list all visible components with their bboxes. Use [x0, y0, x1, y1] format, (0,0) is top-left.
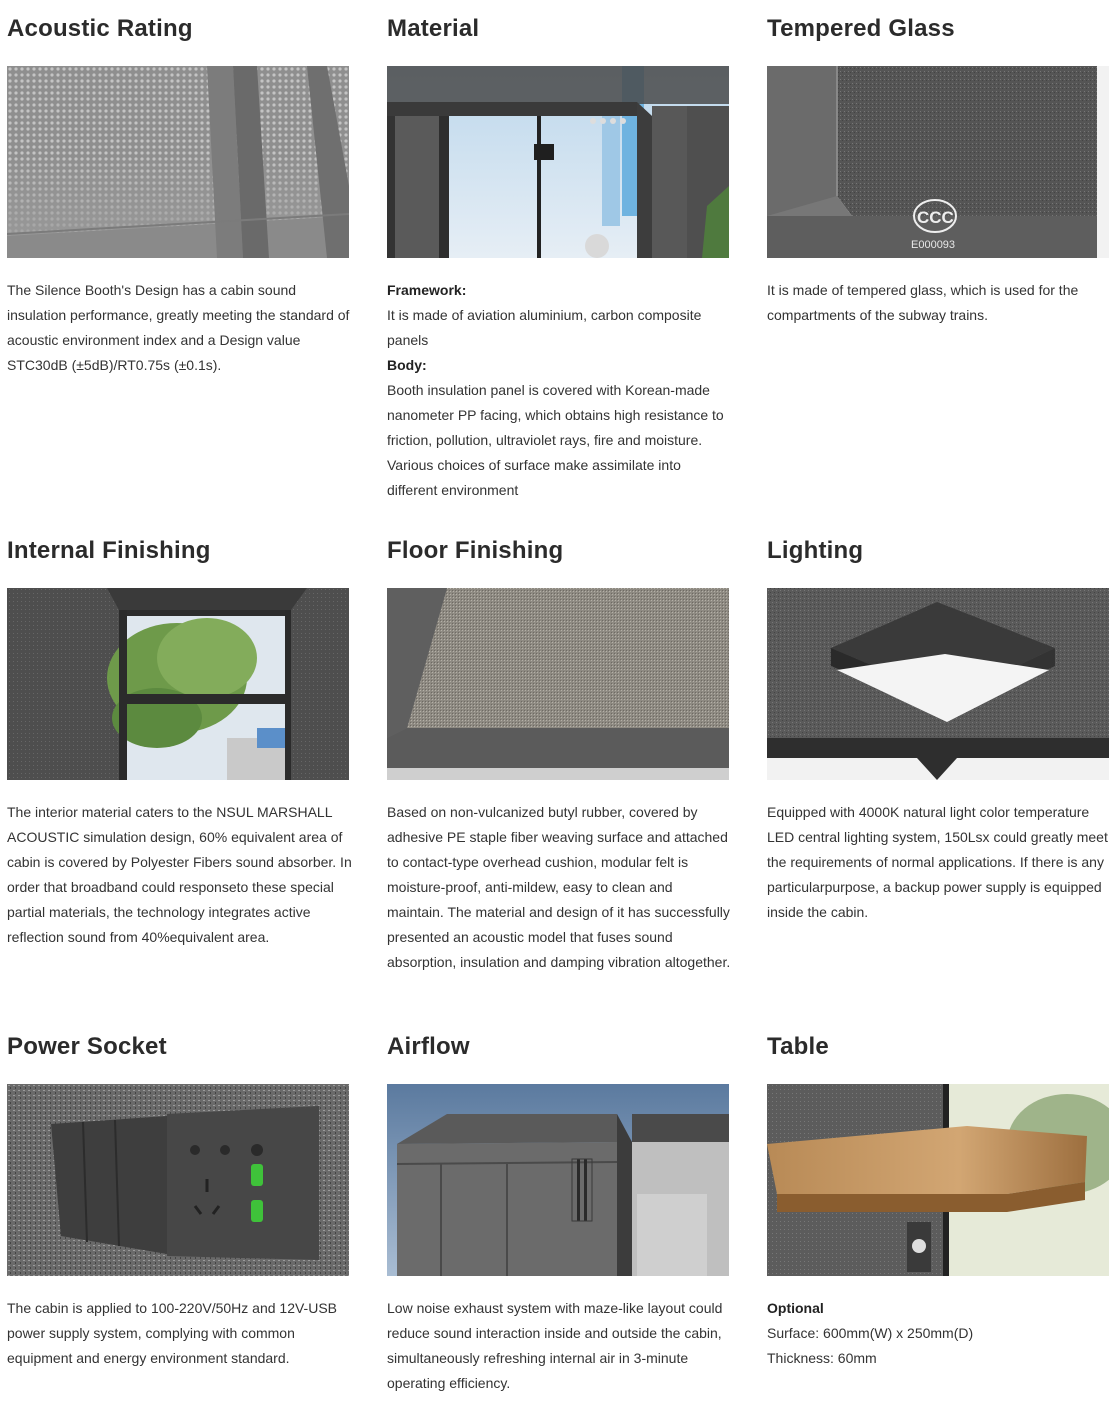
feature-title: Airflow	[387, 1033, 470, 1060]
optional-label: Optional	[767, 1300, 824, 1316]
framework-label: Framework:	[387, 282, 467, 298]
feature-title: Acoustic Rating	[7, 15, 193, 42]
feature-card-lighting	[767, 536, 1111, 920]
feature-description: Equipped with 4000K natural light color temperature LED central lighting system, 150Lsx could greatly meet the requirements of normal applications. If there is any particularpurpose, a backup power supply is equipped inside the cabin.	[767, 804, 1108, 920]
feature-card-tempered-glass	[767, 14, 1111, 323]
feature-card-acoustic-rating	[7, 14, 351, 373]
feature-title: Tempered Glass	[767, 15, 955, 42]
thickness-text: Thickness: 60mm	[767, 1350, 877, 1366]
feature-card-table	[767, 1032, 1111, 1366]
cert-mark: E000093	[911, 239, 956, 251]
surface-text: Surface: 600mm(W) x 250mm(D)	[767, 1325, 974, 1341]
booth-exterior-vents-image	[387, 1084, 729, 1276]
feature-title: Internal Finishing	[7, 537, 211, 564]
feature-title: Power Socket	[7, 1033, 167, 1060]
power-socket-panel-image	[7, 1084, 349, 1276]
feature-title: Material	[387, 15, 480, 42]
feature-description	[767, 1296, 1112, 1371]
feature-description: The interior material caters to the NSUL MARSHALL ACOUSTIC simulation design, 60% equivalent area of cabin is covered by Polyester Fibers sound absorber. In order that broadband could responseto these special partial materials, the technology integrates active reflection sound from 40%equivalent area.	[7, 804, 352, 945]
body-text: Booth insulation panel is covered with Korean-made nanometer PP facing, which obtains high resistance to friction, pollution, ultraviolet rays, fire and moisture. Various choices of surface make assimilate into different environment	[387, 382, 724, 498]
svg-text:CCC: CCC	[917, 208, 954, 227]
feature-description: Based on non-vulcanized butyl rubber, covered by adhesive PE staple fiber weaving surface and attached to contact-type overhead cushion, modular felt is moisture-proof, anti-mildew, easy to clean and maintain. The material and design of it has successfully presented an acoustic model that fuses sound absorption, insulation and damping vibration altogether.	[387, 804, 731, 970]
feature-card-airflow	[387, 1032, 731, 1391]
framework-text: It is made of aviation aluminium, carbon composite panels	[387, 307, 702, 348]
feature-title: Lighting	[767, 537, 864, 564]
perforated-acoustic-panel-image	[7, 66, 349, 258]
booth-frame-with-window-image	[387, 66, 729, 258]
tempered-glass-corner-image	[767, 66, 1109, 258]
feature-description: Low noise exhaust system with maze-like layout could reduce sound interaction inside and outside the cabin, simultaneously refreshing internal air in 3-minute operating efficiency.	[387, 1300, 723, 1391]
feature-card-internal-finishing	[7, 536, 352, 945]
interior-window-view-image	[7, 588, 349, 780]
feature-description: The cabin is applied to 100-220V/50Hz and 12V-USB power supply system, complying with common equipment and energy environment standard.	[7, 1300, 337, 1366]
feature-title: Floor Finishing	[387, 537, 564, 564]
ceiling-led-panel-image	[767, 588, 1109, 780]
feature-description	[387, 278, 732, 503]
feature-card-material	[387, 14, 731, 498]
body-label: Body:	[387, 357, 427, 373]
wooden-table-shelf-image	[767, 1084, 1109, 1276]
feature-title: Table	[767, 1033, 829, 1060]
feature-description: The Silence Booth's Design has a cabin sound insulation performance, greatly meeting the standard of acoustic environment index and a Design value STC30dB (±5dB)/RT0.75s (±0.1s).	[7, 282, 350, 373]
carpet-floor-image	[387, 588, 729, 780]
feature-card-power-socket	[7, 1032, 351, 1366]
feature-card-floor-finishing	[387, 536, 731, 970]
feature-description: It is made of tempered glass, which is used for the compartments of the subway trains.	[767, 282, 1079, 323]
